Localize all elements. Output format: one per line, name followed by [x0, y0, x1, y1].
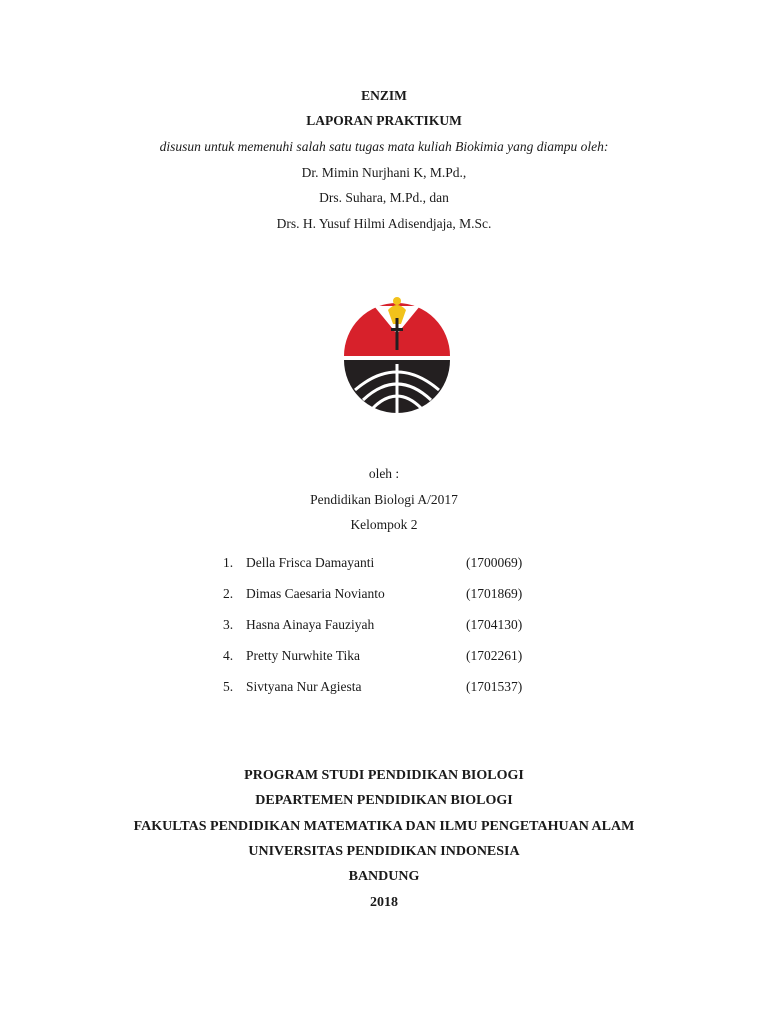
- member-nim: (1704130): [466, 617, 523, 632]
- faculty: FAKULTAS PENDIDIKAN MATEMATIKA DAN ILMU PENGETAHUAN ALAM: [133, 819, 635, 834]
- member-nim: (1700069): [466, 555, 523, 570]
- member-name: Hasna Ainaya Fauziyah: [246, 617, 375, 632]
- study-program: PROGRAM STUDI PENDIDIKAN BIOLOGI: [244, 768, 524, 783]
- member-name: Dimas Caesaria Novianto: [246, 586, 385, 601]
- member-row: [0, 555, 768, 575]
- by-label: oleh :: [368, 466, 400, 481]
- group-name: Kelompok 2: [350, 517, 418, 532]
- member-row: [0, 648, 768, 668]
- member-row: [0, 679, 768, 699]
- member-nim: (1701869): [466, 586, 523, 601]
- city: BANDUNG: [348, 869, 420, 884]
- class-name: Pendidikan Biologi A/2017: [310, 492, 458, 507]
- member-number: 5.: [223, 679, 234, 694]
- member-name: Pretty Nurwhite Tika: [246, 648, 361, 663]
- member-nim: (1702261): [466, 648, 523, 663]
- report-title: ENZIM: [361, 88, 407, 103]
- year: 2018: [370, 895, 398, 910]
- member-number: 1.: [223, 555, 234, 570]
- member-row: [0, 586, 768, 606]
- member-number: 2.: [223, 586, 234, 601]
- lecturer-3: Drs. H. Yusuf Hilmi Adisendjaja, M.Sc.: [276, 216, 492, 231]
- university: UNIVERSITAS PENDIDIKAN INDONESIA: [248, 844, 520, 859]
- member-nim: (1701537): [466, 679, 523, 694]
- member-name: Sivtyana Nur Agiesta: [246, 679, 362, 694]
- report-subtitle: LAPORAN PRAKTIKUM: [306, 113, 462, 128]
- member-row: [0, 617, 768, 637]
- member-number: 3.: [223, 617, 234, 632]
- university-emblem-icon: [341, 294, 453, 420]
- lecturer-1: Dr. Mimin Nurjhani K, M.Pd.,: [301, 165, 467, 180]
- member-name: Della Frisca Damayanti: [246, 555, 375, 570]
- report-purpose: disusun untuk memenuhi salah satu tugas mata kuliah Biokimia yang diampu oleh:: [159, 139, 609, 154]
- member-number: 4.: [223, 648, 234, 663]
- department: DEPARTEMEN PENDIDIKAN BIOLOGI: [255, 793, 513, 808]
- lecturer-2: Drs. Suhara, M.Pd., dan: [319, 190, 449, 205]
